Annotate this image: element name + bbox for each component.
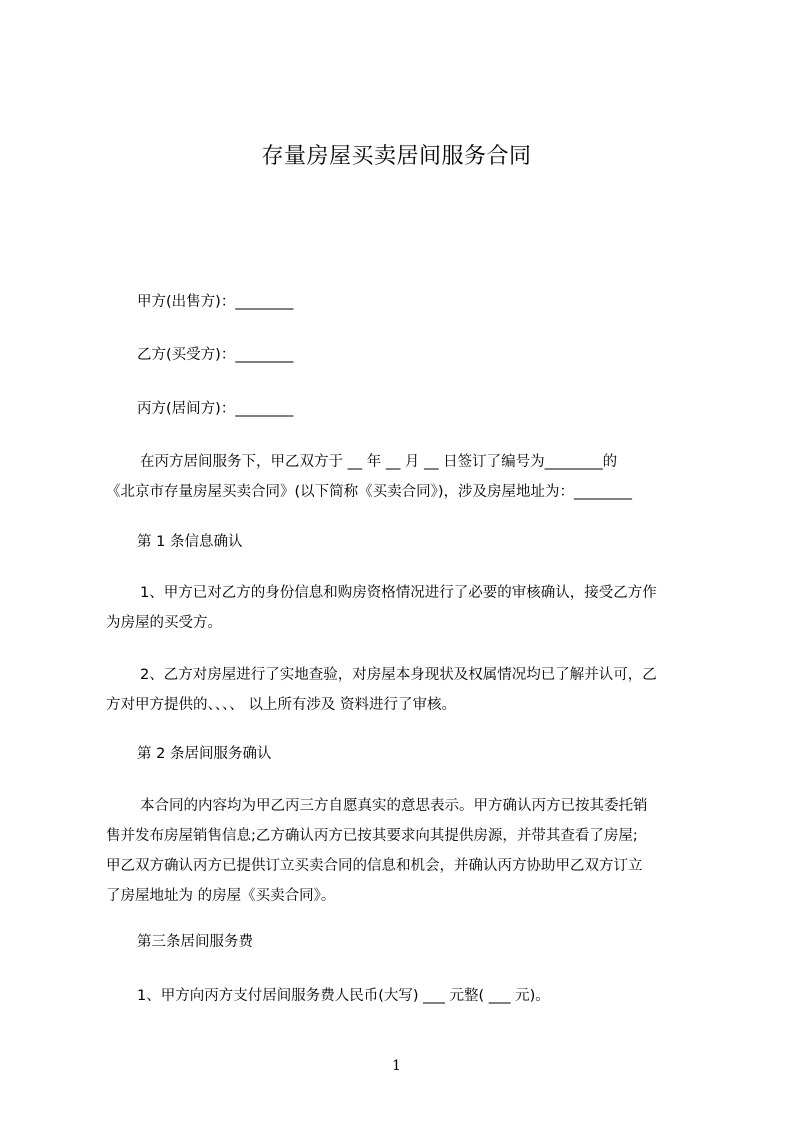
article-1-heading: 第 1 条信息确认 xyxy=(137,534,243,550)
article-1-item-2 xyxy=(106,660,657,720)
intro-line-1: 在丙方居间服务下，甲乙双方于 __ 年 __ 月 __ 日签订了编号为________的 xyxy=(140,454,618,470)
page-number: 1 xyxy=(392,1058,401,1074)
article-2-line-2: 售并发布房屋销售信息;乙方确认丙方已按其要求向其提供房源，并带其查看了房屋; xyxy=(106,828,638,844)
article-2-line-1: 本合同的内容均为甲乙丙三方自愿真实的意思表示。甲方确认丙方已按其委托销 xyxy=(140,798,648,814)
article-2-line-4: 了房屋地址为 的房屋《买卖合同》。 xyxy=(106,888,336,904)
article-3-item-1: 1、甲方向丙方支付居间服务费人民币(大写) ___ 元整( ___ 元)。 xyxy=(137,988,550,1004)
party-c-line: 丙方(居间方)：________ xyxy=(137,401,294,417)
article-2-paragraph xyxy=(106,791,648,911)
article-1-item-1 xyxy=(106,578,657,638)
party-a-line: 甲方(出售方)：________ xyxy=(137,294,294,310)
article-1-item-1-line-2: 为房屋的买受方。 xyxy=(106,615,222,631)
party-b-line: 乙方(买受方)：________ xyxy=(137,347,294,363)
article-1-item-2-line-2: 方对甲方提供的、、、、 以上所有涉及 资料进行了审核。 xyxy=(106,697,456,713)
intro-line-2: 《北京市存量房屋买卖合同》(以下简称《买卖合同》)，涉及房屋地址为：________ xyxy=(106,484,633,500)
article-1-item-2-line-1: 2、乙方对房屋进行了实地查验，对房屋本身现状及权属情况均已了解并认可，乙 xyxy=(140,667,657,683)
article-1-item-1-line-1: 1、甲方已对乙方的身份信息和购房资格情况进行了必要的审核确认，接受乙方作 xyxy=(140,585,657,601)
article-2-heading: 第 2 条居间服务确认 xyxy=(137,746,272,762)
document-title: 存量房屋买卖居间服务合同 xyxy=(261,144,532,169)
intro-paragraph xyxy=(106,447,632,507)
article-3-heading: 第三条居间服务费 xyxy=(137,934,253,950)
article-2-line-3: 甲乙双方确认丙方已提供订立买卖合同的信息和机会，并确认丙方协助甲乙双方订立 xyxy=(106,858,643,874)
